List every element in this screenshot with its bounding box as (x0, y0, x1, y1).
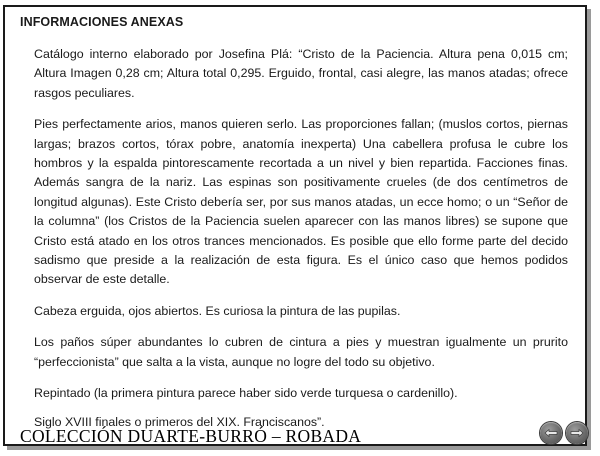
arrow-left-icon (544, 428, 558, 438)
paragraph-head: Cabeza erguida, ojos abiertos. Es curiosa la pintura de las pupilas. (34, 303, 401, 318)
arrow-right-icon (570, 428, 584, 438)
body-text (34, 45, 568, 444)
paragraph-repaint: Repintado (la primera pintura parece haber sido verde turquesa o cardenillo). (34, 386, 458, 401)
next-page-button[interactable] (566, 422, 588, 444)
collection-caption: COLECCIÓN DUARTE-BURRÓ – ROBADA (20, 426, 362, 446)
paragraph-description: Pies perfectamente arios, manos quieren serlo. Las proporciones fallan; (muslos cortos, piernas largas; brazos cortos, tórax pobre, anatomía inexperta) Una cabellera profusa le cubre los hombros y la espalda pintorescamente recortada a un nivel y bien repartida. Facciones finas. Además sangra de la nariz. Las espinas son positivamente crueles (de dos centímetros de longitud algunas). Este Cristo debería ser, por sus manos atadas, un ecce homo; o un “Señor de la columna” (los Cristos de la Paciencia suelen aparecer con las manos libres) se supone que Cristo está atado en los otros trances mencionados. Es posible que ello forme parte del decido sadismo que preside a la realización de esta figura. Es el único caso que hemos podidos observar de este detalle. (34, 117, 568, 287)
paragraph-date: Siglo XVIII finales o primeros del XIX. Franciscanos”. (34, 414, 325, 429)
section-title: INFORMACIONES ANEXAS (20, 15, 184, 29)
previous-page-button[interactable] (540, 422, 562, 444)
paragraph-catalog: Catálogo interno elaborado por Josefina Plá: “Cristo de la Paciencia. Altura pena 0,015 cm; Altura Imagen 0,28 cm; Altura total 0,295. Erguido, frontal, casi alegre, las manos atadas; ofrece rasgos peculiares. (34, 47, 568, 100)
info-panel (3, 5, 587, 446)
paragraph-cloth: Los paños súper abundantes lo cubren de cintura a pies y muestran igualmente un prurito “perfeccionista” que salta a la vista, aunque no logre del todo su objetivo. (34, 335, 568, 369)
